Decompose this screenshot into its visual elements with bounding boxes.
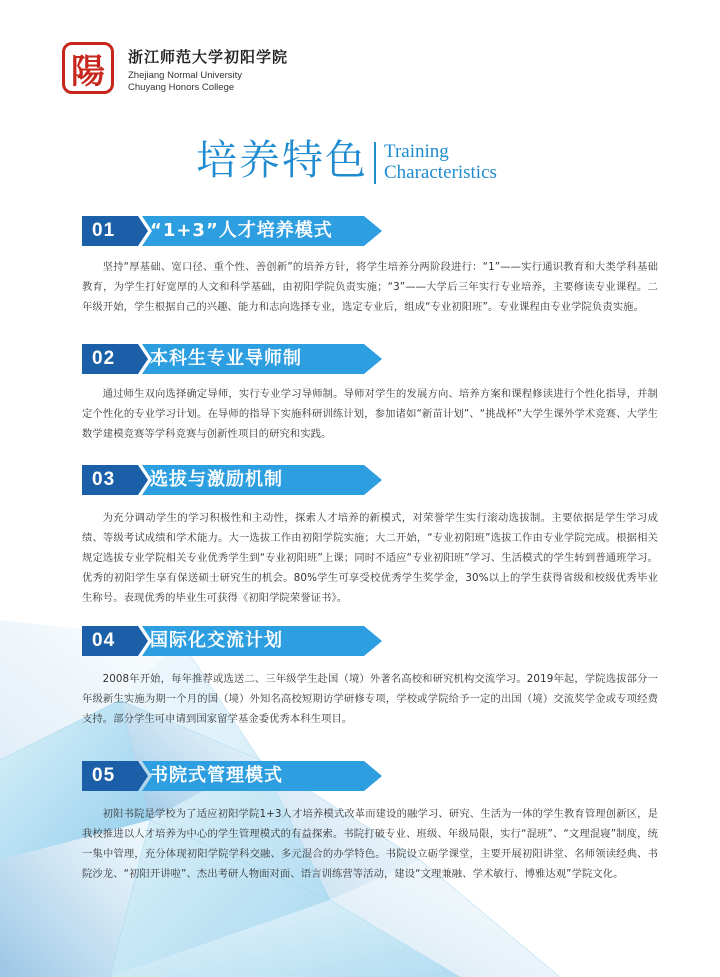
page-title-en-line2: Characteristics <box>384 162 497 183</box>
section-header-1 <box>82 216 382 246</box>
section-header-5 <box>82 761 382 791</box>
section-title-1: “1+3”人才培养模式 <box>150 220 333 241</box>
college-name-en-line1: Zhejiang Normal University <box>128 70 243 81</box>
section-number-2: 02 <box>92 348 116 369</box>
section-number-1: 01 <box>92 220 116 241</box>
section-title-3: 选拔与激励机制 <box>150 469 283 490</box>
page-title-en <box>384 141 497 183</box>
section-header-4 <box>82 626 382 656</box>
college-name-en-line2: Chuyang Honors College <box>128 82 235 93</box>
title-divider <box>374 142 376 184</box>
page-title <box>196 134 596 190</box>
section-number-3: 03 <box>92 469 116 490</box>
section-title-4: 国际化交流计划 <box>150 630 283 651</box>
section-title-5: 书院式管理模式 <box>150 765 283 786</box>
section-body-2: 通过师生双向选择确定导师，实行专业学习导师制。导师对学生的发展方向、培养方案和课程修读进行个性化指导，并制定个性化的专业学习计划。在导师的指导下实施科研训练计划，参加诸如“新苗计划”、“挑战杯”大学生课外学术竞赛、大学生数学建模竞赛等学科竞赛与创新性项目的研究和实践。 <box>82 388 658 440</box>
college-name-cn: 浙江师范大学初阳学院 <box>128 48 289 66</box>
section-number-5: 05 <box>92 765 116 786</box>
section-header-2 <box>82 344 382 374</box>
section-number-4: 04 <box>92 630 116 651</box>
page-title-cn: 培养特色 <box>196 136 368 184</box>
section-title-2: 本科生专业导师制 <box>150 348 302 369</box>
seal-logo-icon: 陽 <box>62 42 114 94</box>
section-body-1: 坚持“厚基础、宽口径、重个性、善创新”的培养方针，将学生培养分两阶段进行：“1”——实行通识教育和大类学科基础教育，为学生打好宽厚的人文和科学基础，由初阳学院负责实施；“3”——大学后三年实行专业培养，主要修读专业课程。二年级开始，学生根据自己的兴趣、能力和志向选择专业，选定专业后，组成“专业初阳班”。专业课程由专业学院负责实施。 <box>82 261 658 313</box>
section-header-3 <box>82 465 382 495</box>
section-body-4: 2008年开始，每年推荐或选送二、三年级学生赴国（境）外著名高校和研究机构交流学习。2019年起，学院选拔部分一年级新生实施为期一个月的国（境）外知名高校短期访学研修专项，学校或学院给予一定的出国（境）交流奖学金或专项经费支持。部分学生可申请到国家留学基金委优秀本科生项目。 <box>82 673 658 725</box>
page-title-en-line1: Training <box>384 141 449 162</box>
section-body-5: 初阳书院是学校为了适应初阳学院1+3人才培养模式改革而建设的融学习、研究、生活为一体的学生教育管理创新区，是我校推进以人才培养为中心的学生管理模式的有益探索。书院打破专业、班级、年级局限，实行“混班”、“文理混寝”制度，统一集中管理，充分体现初阳学院学科交融、多元混合的办学特色。书院设立砺学课堂，主要开展初阳讲堂、名师领读经典、书院沙龙、“初阳开讲啦”、杰出考研人物面对面、语言训练营等活动，建设“文理兼融、学术敏行、博雅达观”学院文化。 <box>82 808 658 880</box>
section-body-3: 为充分调动学生的学习积极性和主动性，探索人才培养的新模式，对荣誉学生实行滚动选拔制。主要依据是学生学习成绩、等级考试成绩和学术能力。大一选拔工作由初阳学院实施；大二开始，“专业初阳班”选拔工作由专业学院完成。根据相关规定选拔专业学院相关专业优秀学生到“专业初阳班”上课；同时不适应“专业初阳班”学习、生活模式的学生转到普通班学习。优秀的初阳学生享有保送硕士研究生的机会。80%学生可享受校优秀学生奖学金，30%以上的学生获得省级和校级优秀毕业生称号。表现优秀的毕业生可获得《初阳学院荣誉证书》。 <box>82 512 658 604</box>
